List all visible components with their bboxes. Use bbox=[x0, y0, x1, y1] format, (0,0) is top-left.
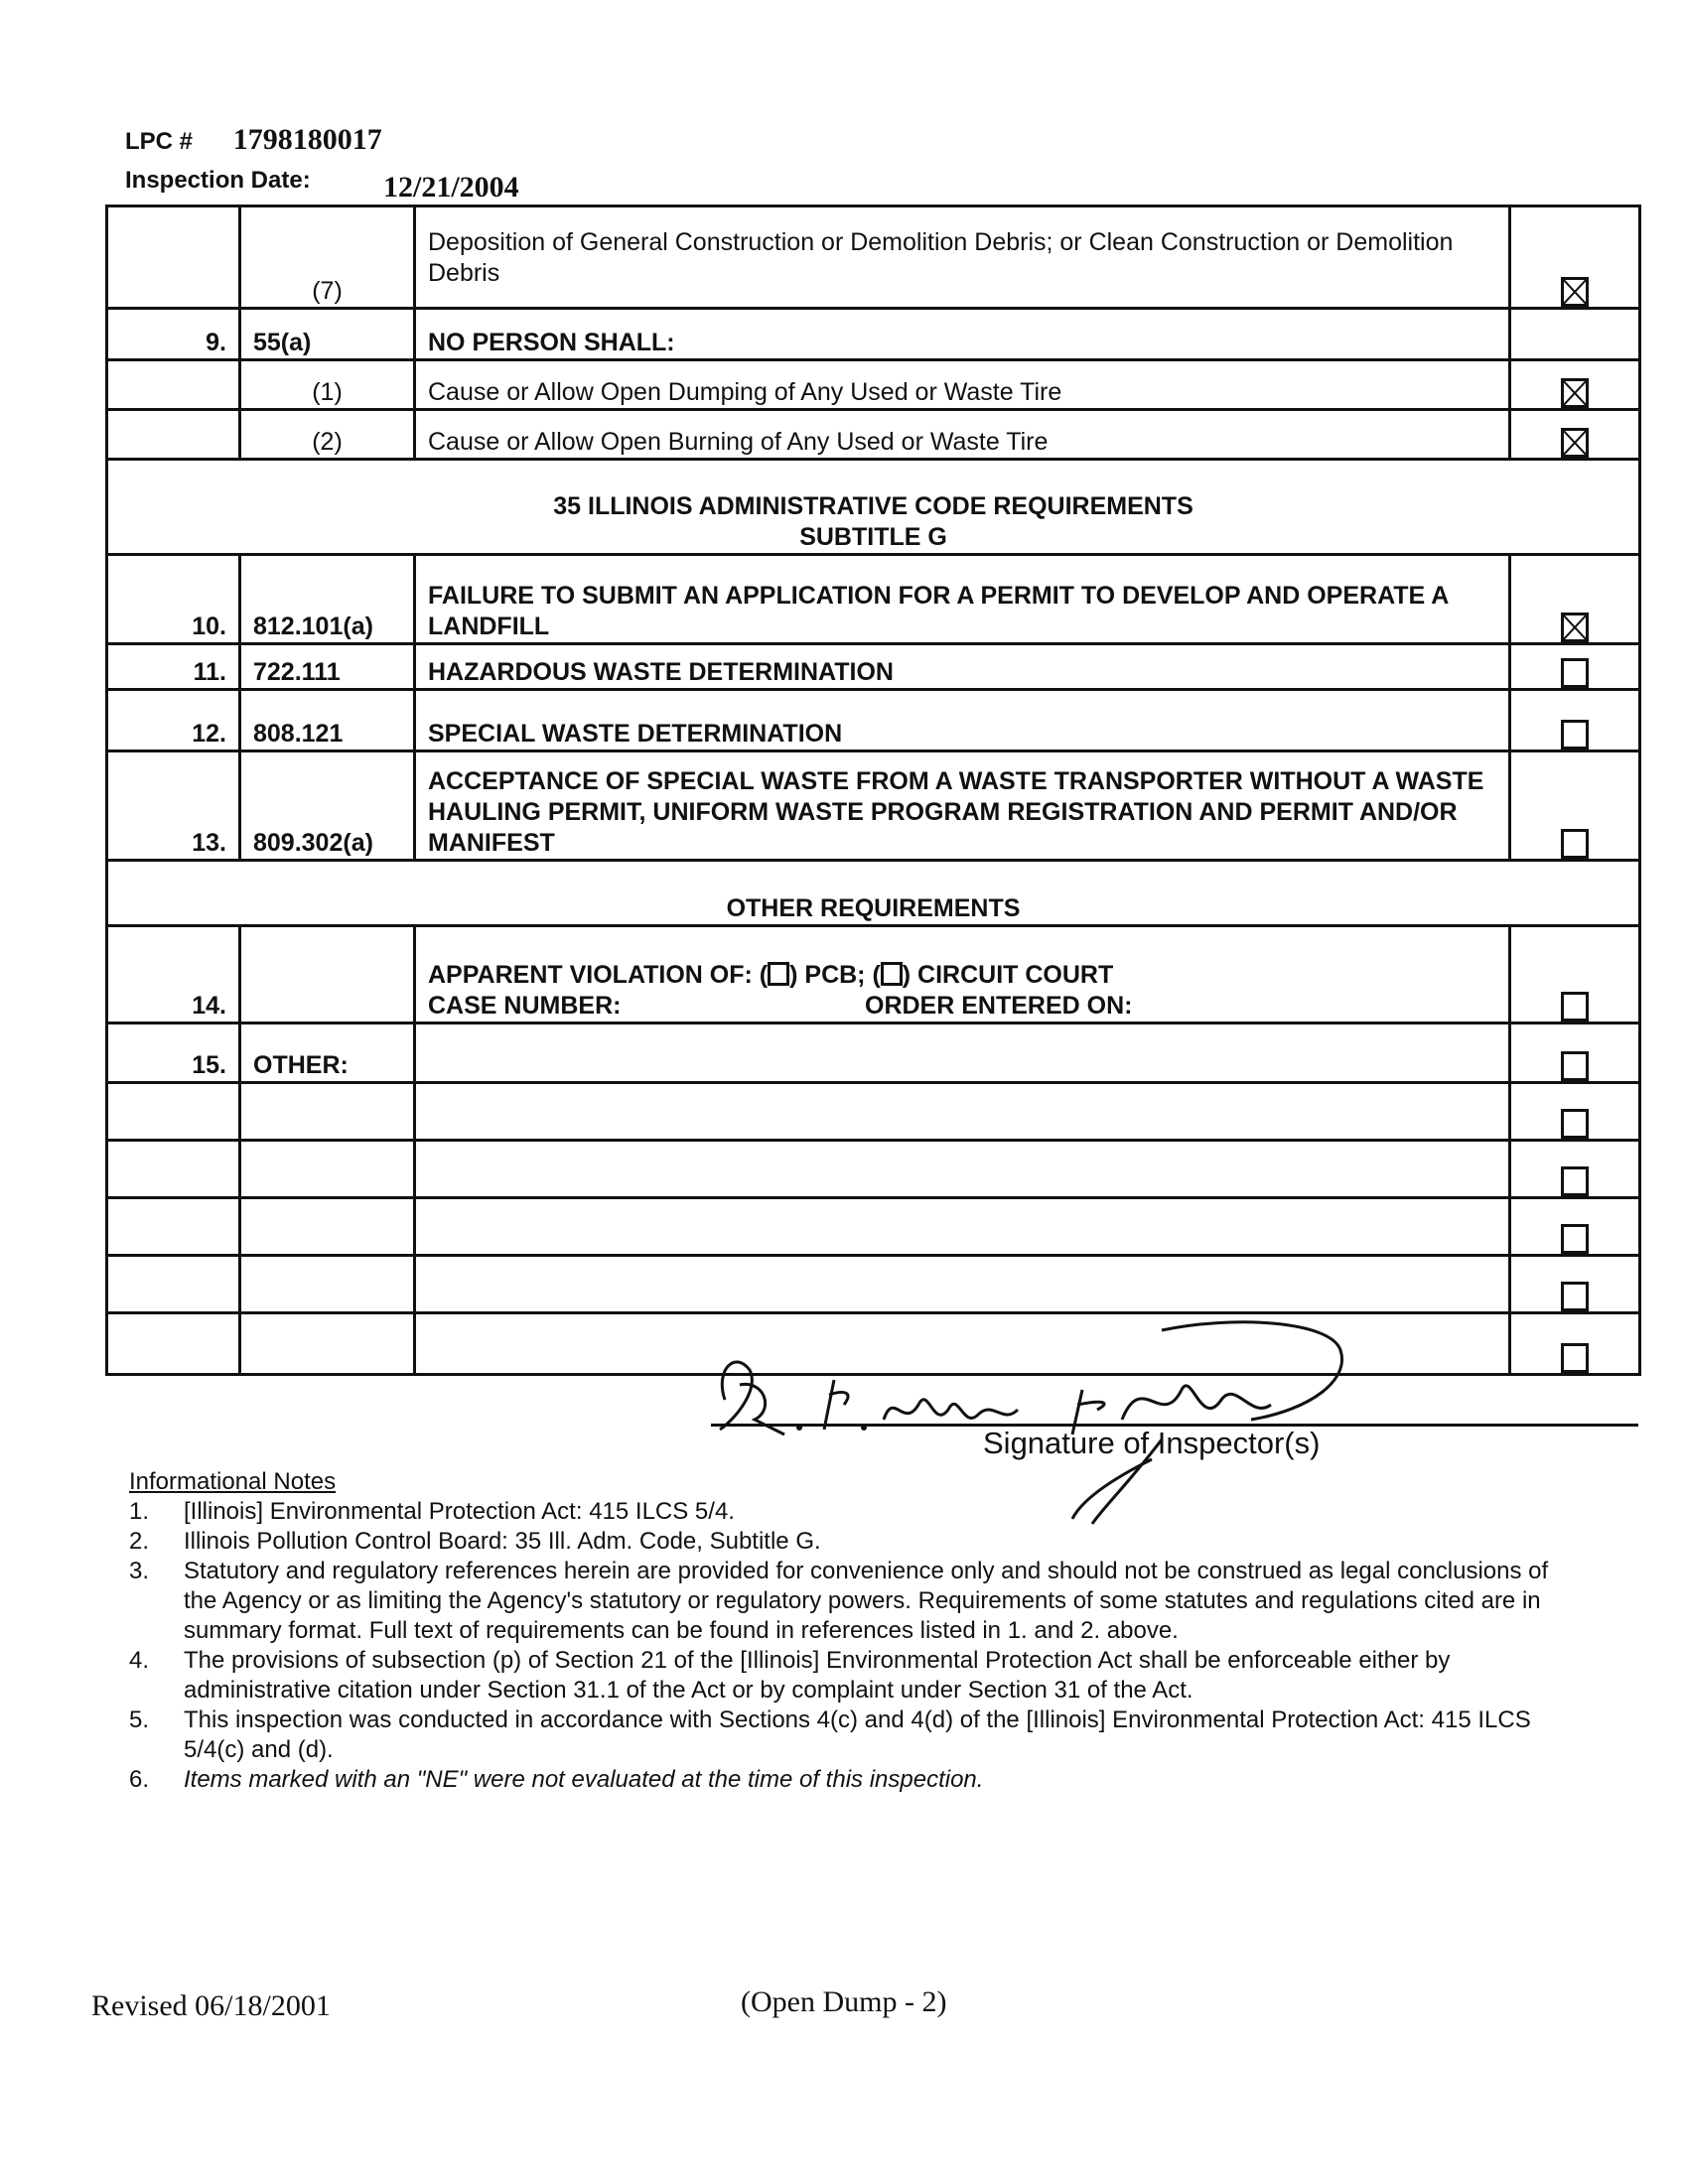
informational-notes bbox=[129, 1467, 1549, 1795]
item-description bbox=[415, 1141, 1510, 1198]
item-section: 55(a) bbox=[240, 309, 415, 360]
note-text: Illinois Pollution Control Board: 35 Ill. Adm. Code, Subtitle G. bbox=[184, 1528, 821, 1555]
checkbox-cell bbox=[1510, 360, 1640, 410]
note-item bbox=[129, 1646, 1549, 1706]
item-number bbox=[107, 1198, 240, 1256]
checkbox-cell bbox=[1510, 206, 1640, 309]
inspection-date-line bbox=[125, 167, 311, 195]
item-number: 10. bbox=[107, 555, 240, 644]
item-section bbox=[240, 926, 415, 1024]
empty-checkbox[interactable] bbox=[1561, 1224, 1589, 1254]
section-heading-line2: SUBTITLE G bbox=[799, 523, 947, 551]
item-number: 9. bbox=[107, 309, 240, 360]
item-number bbox=[107, 1256, 240, 1313]
checkbox-cell bbox=[1510, 1024, 1640, 1083]
item-number bbox=[107, 410, 240, 460]
checked-checkbox[interactable] bbox=[1561, 428, 1589, 458]
order-entered-label: ORDER ENTERED ON: bbox=[865, 992, 1133, 1020]
item-section: 812.101(a) bbox=[240, 555, 415, 644]
item-section: 809.302(a) bbox=[240, 751, 415, 861]
case-line bbox=[428, 991, 1496, 1022]
empty-checkbox[interactable] bbox=[1561, 1282, 1589, 1311]
item-description bbox=[415, 1256, 1510, 1313]
item-description: Cause or Allow Open Dumping of Any Used or Waste Tire bbox=[415, 360, 1510, 410]
violation-prefix: APPARENT VIOLATION OF: ( bbox=[428, 961, 769, 989]
section-heading-line1: OTHER REQUIREMENTS bbox=[726, 894, 1021, 922]
inspection-date-value: 12/21/2004 bbox=[383, 171, 519, 204]
checkbox-cell bbox=[1510, 926, 1640, 1024]
revised-date: Revised 06/18/2001 bbox=[91, 1989, 331, 2022]
note-number: 4. bbox=[129, 1647, 150, 1674]
circuit-court-checkbox[interactable] bbox=[881, 962, 903, 986]
checkbox-cell bbox=[1510, 1083, 1640, 1141]
page-identifier: (Open Dump - 2) bbox=[741, 1985, 947, 2018]
item-number: 11. bbox=[107, 644, 240, 690]
item-number: 12. bbox=[107, 690, 240, 751]
item-subsection: (2) bbox=[240, 410, 415, 460]
checkbox-cell bbox=[1510, 410, 1640, 460]
note-item bbox=[129, 1527, 1549, 1557]
lpc-number: 1798180017 bbox=[232, 123, 382, 156]
item-section bbox=[240, 1141, 415, 1198]
item-section bbox=[240, 1198, 415, 1256]
item-description: SPECIAL WASTE DETERMINATION bbox=[415, 690, 1510, 751]
empty-checkbox[interactable] bbox=[1561, 1343, 1589, 1373]
requirement-row bbox=[107, 1141, 1640, 1198]
requirement-row bbox=[107, 1083, 1640, 1141]
item-number bbox=[107, 1313, 240, 1375]
item-description: ACCEPTANCE OF SPECIAL WASTE FROM A WASTE TRANSPORTER WITHOUT A WASTE HAULING PERMIT, UNIFORM WASTE PROGRAM REGISTRATION AND PERMIT AND/OR MANIFEST bbox=[415, 751, 1510, 861]
note-number: 6. bbox=[129, 1766, 150, 1793]
item-description: Cause or Allow Open Burning of Any Used or Waste Tire bbox=[415, 410, 1510, 460]
empty-checkbox[interactable] bbox=[1561, 1109, 1589, 1139]
checkbox-cell bbox=[1510, 1313, 1640, 1375]
item-subsection: (1) bbox=[240, 360, 415, 410]
item-description: NO PERSON SHALL: bbox=[415, 309, 1510, 360]
note-item bbox=[129, 1557, 1549, 1646]
section-heading-line1: 35 ILLINOIS ADMINISTRATIVE CODE REQUIREMENTS bbox=[553, 492, 1193, 520]
item-number bbox=[107, 360, 240, 410]
item-section bbox=[240, 1256, 415, 1313]
note-text: Statutory and regulatory references herein are provided for convenience only and should not be construed as legal conclusions of the Agency or as limiting the Agency's statutory or regulatory powers. Requirements of some statutes and regulations cited are in summary format. Full text of requirements can be found in references listed in 1. and 2. above. bbox=[184, 1558, 1549, 1644]
note-text: [Illinois] Environmental Protection Act: 415 ILCS 5/4. bbox=[184, 1498, 735, 1525]
lpc-line bbox=[125, 123, 382, 157]
inspection-date-value-wrap bbox=[383, 171, 519, 205]
note-item bbox=[129, 1765, 1549, 1795]
violation-line bbox=[428, 960, 1496, 991]
checkbox-cell bbox=[1510, 555, 1640, 644]
note-text: Items marked with an "NE" were not evaluated at the time of this inspection. bbox=[184, 1766, 984, 1793]
empty-checkbox[interactable] bbox=[1561, 992, 1589, 1022]
checked-checkbox[interactable] bbox=[1561, 378, 1589, 408]
item-description bbox=[415, 1024, 1510, 1083]
item-description: FAILURE TO SUBMIT AN APPLICATION FOR A PERMIT TO DEVELOP AND OPERATE A LANDFILL bbox=[415, 555, 1510, 644]
empty-checkbox[interactable] bbox=[1561, 1051, 1589, 1081]
signature-label: Signature of Inspector(s) bbox=[983, 1426, 1321, 1460]
section-heading-row bbox=[107, 460, 1640, 555]
note-item bbox=[129, 1706, 1549, 1765]
checkbox-cell bbox=[1510, 1141, 1640, 1198]
note-number: 5. bbox=[129, 1706, 150, 1733]
inspection-date-label: Inspection Date: bbox=[125, 167, 311, 194]
item-description: HAZARDOUS WASTE DETERMINATION bbox=[415, 644, 1510, 690]
requirement-row bbox=[107, 926, 1640, 1024]
checkbox-cell bbox=[1510, 1256, 1640, 1313]
note-text: This inspection was conducted in accordance with Sections 4(c) and 4(d) of the [Illinois] Environmental Protection Act: 415 ILCS 5/4(c) and (d). bbox=[184, 1706, 1531, 1763]
checkbox-cell bbox=[1510, 644, 1640, 690]
note-number: 2. bbox=[129, 1528, 150, 1555]
item-description bbox=[415, 1198, 1510, 1256]
note-item bbox=[129, 1497, 1549, 1527]
requirement-row bbox=[107, 1256, 1640, 1313]
item-section: 808.121 bbox=[240, 690, 415, 751]
notes-list bbox=[129, 1497, 1549, 1795]
empty-checkbox[interactable] bbox=[1561, 720, 1589, 750]
note-number: 1. bbox=[129, 1498, 150, 1525]
item-description bbox=[415, 926, 1510, 1024]
checked-checkbox[interactable] bbox=[1561, 613, 1589, 642]
checkbox-cell bbox=[1510, 751, 1640, 861]
requirement-row bbox=[107, 1024, 1640, 1083]
item-number: 14. bbox=[107, 926, 240, 1024]
section-heading bbox=[107, 460, 1640, 555]
item-number: 15. bbox=[107, 1024, 240, 1083]
requirement-row bbox=[107, 360, 1640, 410]
requirement-row bbox=[107, 410, 1640, 460]
case-number-label: CASE NUMBER: bbox=[428, 992, 622, 1020]
item-number bbox=[107, 1083, 240, 1141]
requirements-table-body bbox=[107, 206, 1640, 1375]
checked-checkbox[interactable] bbox=[1561, 277, 1589, 307]
item-description bbox=[415, 1083, 1510, 1141]
empty-checkbox[interactable] bbox=[1561, 1166, 1589, 1196]
item-section: OTHER: bbox=[240, 1024, 415, 1083]
item-section bbox=[240, 1083, 415, 1141]
requirement-row bbox=[107, 690, 1640, 751]
requirement-row bbox=[107, 644, 1640, 690]
requirement-row bbox=[107, 555, 1640, 644]
requirements-table bbox=[105, 205, 1641, 1376]
section-heading-row bbox=[107, 861, 1640, 926]
item-section bbox=[240, 1313, 415, 1375]
item-number bbox=[107, 1141, 240, 1198]
note-text: The provisions of subsection (p) of Section 21 of the [Illinois] Environmental Protection Act shall be enforceable either by administrative citation under Section 31.1 of the Act or by complaint under Section 31 of the Act. bbox=[184, 1647, 1451, 1704]
item-description: Deposition of General Construction or Demolition Debris; or Clean Construction or Demolition Debris bbox=[415, 206, 1510, 309]
requirement-row bbox=[107, 751, 1640, 861]
checkbox-cell bbox=[1510, 690, 1640, 751]
item-section: 722.111 bbox=[240, 644, 415, 690]
note-number: 3. bbox=[129, 1558, 150, 1584]
empty-checkbox[interactable] bbox=[1561, 658, 1589, 688]
item-subsection: (7) bbox=[240, 206, 415, 309]
lpc-label: LPC # bbox=[125, 128, 194, 155]
item-number bbox=[107, 206, 240, 309]
requirement-row bbox=[107, 206, 1640, 309]
requirement-row bbox=[107, 309, 1640, 360]
empty-checkbox[interactable] bbox=[1561, 829, 1589, 859]
requirement-row bbox=[107, 1198, 1640, 1256]
circuit-court-label: ) CIRCUIT COURT bbox=[902, 961, 1114, 989]
section-heading bbox=[107, 861, 1640, 926]
pcb-label: ) PCB; ( bbox=[789, 961, 881, 989]
pcb-checkbox[interactable] bbox=[768, 962, 789, 986]
checkbox-cell bbox=[1510, 1198, 1640, 1256]
checkbox-cell bbox=[1510, 309, 1640, 360]
item-number: 13. bbox=[107, 751, 240, 861]
notes-title: Informational Notes bbox=[129, 1468, 337, 1495]
